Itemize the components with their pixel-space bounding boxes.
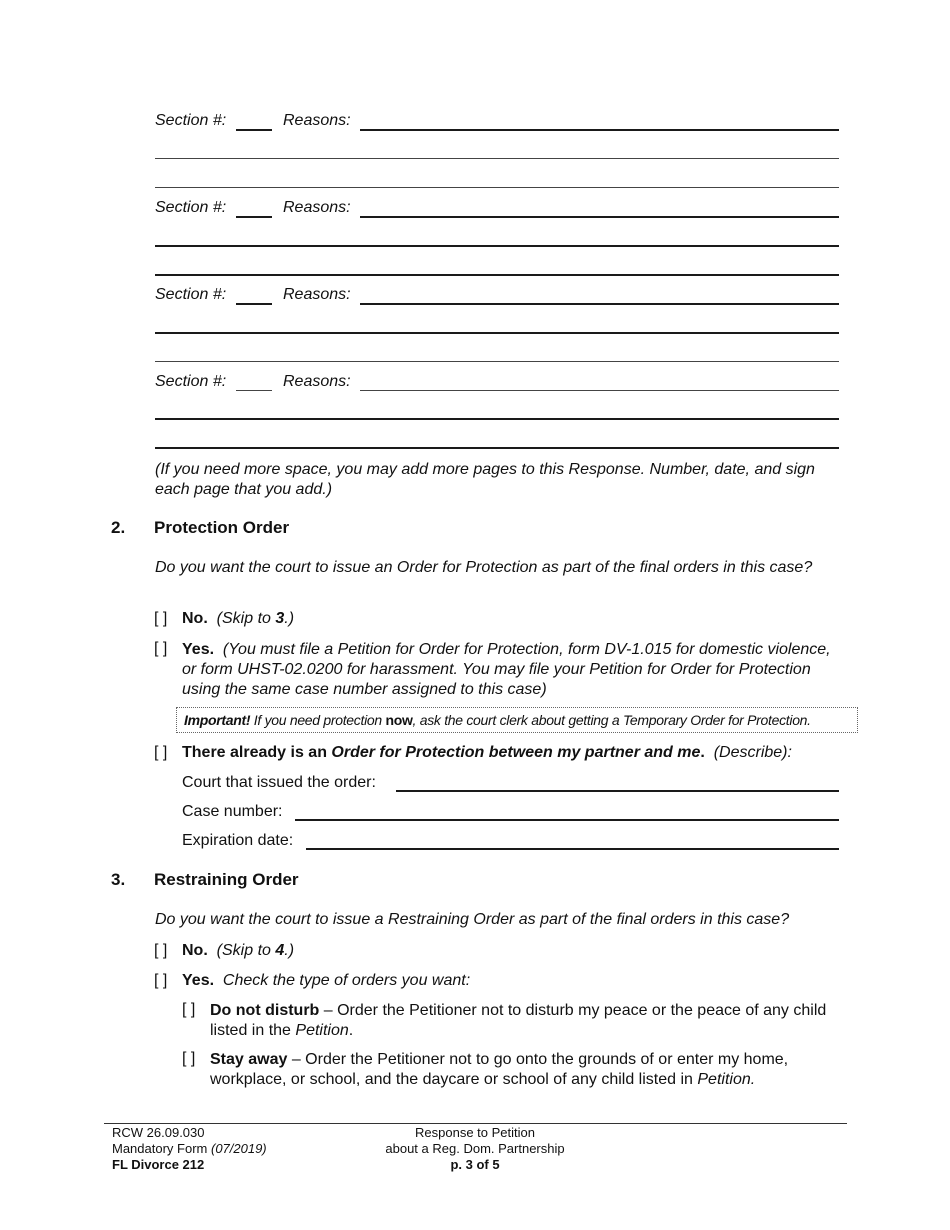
restraining-question: Do you want the court to issue a Restraining Order as part of the final orders in this case?	[155, 911, 790, 928]
footer-rcw: RCW 26.09.030	[112, 1125, 205, 1140]
reasons-field[interactable]	[360, 390, 839, 391]
reasons-label: Reasons:	[283, 373, 351, 390]
stay-away-checkbox[interactable]: [ ]	[182, 1050, 196, 1067]
protection-existing-checkbox[interactable]: [ ]	[154, 744, 168, 761]
protection-yes-option	[182, 640, 842, 700]
reasons-continuation-line[interactable]	[155, 447, 839, 449]
section-row-2	[155, 199, 839, 223]
case-number-label: Case number:	[182, 803, 283, 820]
case-number-field[interactable]	[295, 819, 839, 821]
reasons-continuation-line[interactable]	[155, 274, 839, 276]
restraining-section-title: Restraining Order	[154, 870, 299, 889]
reasons-continuation-line[interactable]	[155, 158, 839, 159]
footer-left	[112, 1125, 267, 1173]
footer-title-1: Response to Petition	[415, 1125, 535, 1140]
do-not-disturb-option: Do not disturb – Order the Petitioner not to disturb my peace or the peace of any child listed in the Petition.	[210, 1002, 827, 1039]
court-label: Court that issued the order:	[182, 774, 376, 791]
more-space-note: (If you need more space, you may add more pages to this Response. Number, date, and sign each page that you add.)	[155, 461, 815, 498]
court-field[interactable]	[396, 790, 839, 792]
protection-no-option	[182, 610, 294, 628]
reasons-continuation-line[interactable]	[155, 332, 839, 334]
footer-title-2: about a Reg. Dom. Partnership	[385, 1141, 565, 1156]
protection-section-title: Protection Order	[154, 518, 290, 537]
protection-no-checkbox[interactable]: [ ]	[154, 610, 168, 627]
section-label: Section #:	[155, 199, 227, 216]
section-number-field[interactable]	[236, 303, 272, 305]
footer-form-id: FL Divorce 212	[112, 1157, 205, 1172]
reasons-label: Reasons:	[283, 286, 351, 303]
reasons-label: Reasons:	[283, 199, 351, 216]
section-number-field[interactable]	[236, 390, 272, 391]
protection-existing-option: There already is an Order for Protection between my partner and me. (Describe):	[182, 744, 792, 761]
important-note: Important! If you need protection now, ask the court clerk about getting a Temporary Order for Protection.	[176, 707, 858, 733]
restraining-yes-option: Yes. Check the type of orders you want:	[182, 972, 471, 989]
section-label: Section #:	[155, 373, 227, 390]
section-row-1	[155, 112, 839, 136]
protection-section-number: 2.	[111, 518, 126, 537]
protection-yes-checkbox[interactable]: [ ]	[154, 640, 168, 657]
section-label: Section #:	[155, 112, 227, 129]
reasons-continuation-line[interactable]	[155, 418, 839, 420]
reasons-field[interactable]	[360, 303, 839, 305]
section-row-4	[155, 373, 839, 397]
restraining-yes-checkbox[interactable]: [ ]	[154, 972, 168, 989]
section-number-field[interactable]	[236, 216, 272, 218]
expiration-field[interactable]	[306, 848, 839, 850]
skip-note: (Skip to 3.)	[216, 610, 295, 627]
footer-rule	[104, 1123, 847, 1124]
reasons-continuation-line[interactable]	[155, 245, 839, 247]
reasons-field[interactable]	[360, 129, 839, 131]
yes-instructions: (You must file a Petition for Order for Protection, form DV-1.015 for domestic violence, or form UHST-02.0200 for harassment. You may file your Petition for Order for Protection using the same case number assigned to this case)	[182, 641, 831, 698]
no-label: No.	[182, 610, 208, 627]
reasons-continuation-line[interactable]	[155, 361, 839, 362]
expiration-label: Expiration date:	[182, 832, 294, 849]
reasons-label: Reasons:	[283, 112, 351, 129]
section-label: Section #:	[155, 286, 227, 303]
yes-label: Yes.	[182, 641, 215, 658]
do-not-disturb-checkbox[interactable]: [ ]	[182, 1001, 196, 1018]
footer-page: p. 3 of 5	[450, 1157, 500, 1172]
reasons-field[interactable]	[360, 216, 839, 218]
section-number-field[interactable]	[236, 129, 272, 131]
section-row-3	[155, 286, 839, 310]
restraining-no-option: No. (Skip to 4.)	[182, 942, 295, 959]
restraining-section-number: 3.	[111, 870, 126, 889]
stay-away-option: Stay away – Order the Petitioner not to go onto the grounds of or enter my home, workplace, or school, and the daycare or school of any child listed in Petition.	[210, 1051, 789, 1088]
footer-mandatory: Mandatory Form (07/2019)	[112, 1141, 267, 1156]
protection-question: Do you want the court to issue an Order for Protection as part of the final orders in this case?	[155, 559, 813, 576]
restraining-no-checkbox[interactable]: [ ]	[154, 942, 168, 959]
footer-center	[340, 1125, 610, 1173]
reasons-continuation-line[interactable]	[155, 187, 839, 188]
